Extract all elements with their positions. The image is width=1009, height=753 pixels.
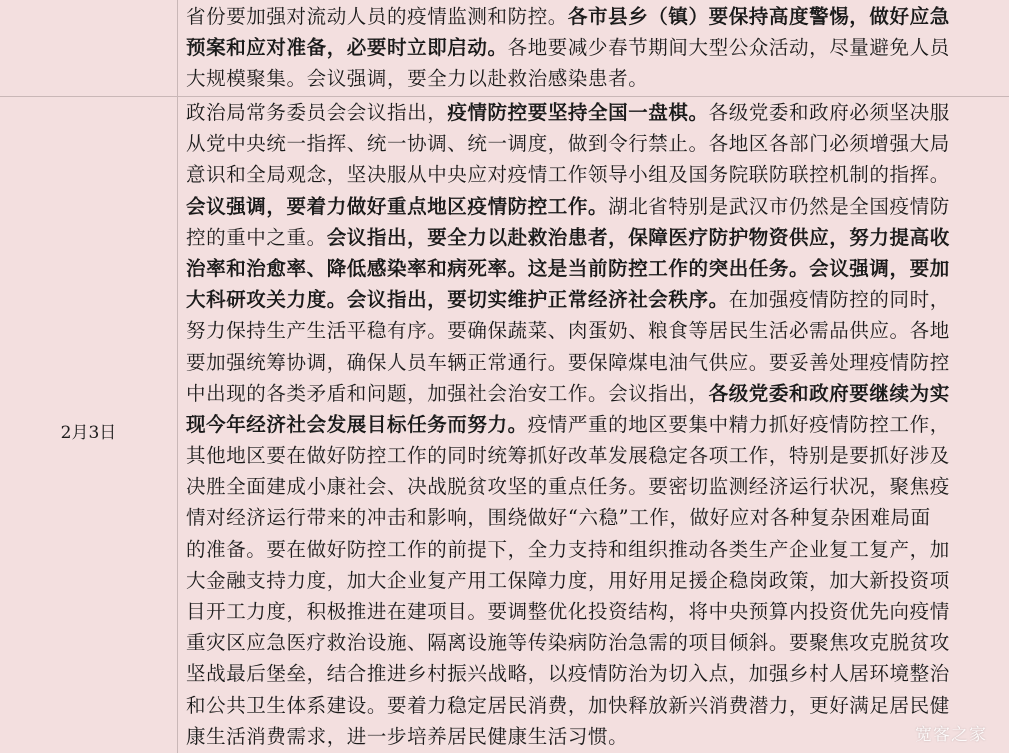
bold-text-run: 现今年经济社会发展目标任务而努力。 (186, 412, 528, 436)
table-row (0, 0, 1009, 96)
text-line (186, 284, 993, 315)
text-run: 湖北省特别是武汉市仍然是全国疫情防 (608, 194, 950, 218)
bold-text-run: 各市县乡（镇）要保持高度警惕，做好应急 (567, 5, 950, 28)
text-line (186, 222, 993, 253)
bold-text-run: 治率和治愈率、降低感染率和病死率。这是当前防控工作的突出任务。会议强调，要加 (186, 256, 950, 280)
text-line (186, 128, 993, 159)
text-line (186, 409, 993, 440)
text-line (186, 32, 993, 63)
text-run: 控的重中之重。 (186, 225, 327, 249)
text-run: 在加强疫情防控的同时， (728, 288, 950, 312)
text-run: 大规模聚集。会议强调，要全力以赴救治感染患者。 (186, 67, 649, 91)
bold-text-run: 疫情防控要坚持全国一盘棋。 (447, 101, 709, 124)
text-run: 省份要加强对流动人员的疫情监测和防控。 (186, 5, 568, 28)
text-line (186, 315, 993, 346)
text-line (186, 378, 993, 409)
date-label: 2月3日 (60, 422, 117, 443)
text-run: 努力保持生产生活平稳有序。要确保蔬菜、肉蛋奶、粮食等居民生活必需品供应。各地 (186, 319, 950, 343)
text-line (186, 159, 993, 190)
text-run: 康生活消费需求，进一步培养居民健康生活习惯。 (186, 724, 629, 748)
text-line (186, 97, 993, 128)
event-text-cell (178, 0, 1009, 96)
date-cell (0, 0, 178, 96)
text-run: 目开工力度，积极推进在建项目。要调整优化投资结构，将中央预算内投资优先向疫情 (186, 600, 950, 623)
text-line (186, 627, 993, 658)
text-line (186, 440, 993, 471)
date-cell (0, 97, 178, 753)
text-run: 决胜全面建成小康社会、决战脱贫攻坚的重点任务。要密切监测经济运行状况，聚焦疫 (186, 475, 950, 499)
text-run: 的准备。要在做好防控工作的前提下，全力支持和组织推动各类生产企业复工复产，加 (186, 537, 950, 561)
text-line (186, 690, 993, 721)
text-line (186, 721, 993, 752)
text-line (186, 1, 993, 32)
bold-text-run: 大科研攻关力度。会议指出，要切实维护正常经济社会秩序。 (186, 288, 729, 312)
text-line (186, 565, 993, 596)
text-run: 要加强统筹协调，确保人员车辆正常通行。要保障煤电油气供应。要妥善处理疫情防控 (186, 350, 950, 374)
text-run: 政治局常务委员会会议指出， (186, 101, 448, 124)
text-run: 重灾区应急医疗救治设施、隔离设施等传染病防治急需的项目倾斜。要聚焦攻克脱贫攻 (186, 631, 950, 655)
bold-text-run: 会议指出，要全力以赴救治患者，保障医疗防护物资供应，努力提高收 (326, 225, 950, 249)
text-line (186, 658, 993, 689)
text-run: 情对经济运行带来的冲击和影响，围绕做好“六稳”工作，做好应对各种复杂困难局面 (186, 506, 931, 530)
text-run: 意识和全局观念，坚决服从中央应对疫情工作领导小组及国务院联防联控机制的指挥。 (186, 163, 950, 187)
text-run: 中出现的各类矛盾和问题，加强社会治安工作。会议指出， (186, 381, 709, 405)
text-run: 从党中央统一指挥、统一协调、统一调度，做到令行禁止。各地区各部门必须增强大局 (186, 132, 950, 156)
text-run: 和公共卫生体系建设。要着力稳定居民消费，加快释放新兴消费潜力，更好满足居民健 (186, 693, 950, 717)
table-row (0, 96, 1009, 753)
text-line (186, 596, 993, 627)
watermark: 宽客之家 (915, 725, 987, 745)
event-text-cell (178, 97, 1009, 753)
text-line (186, 347, 993, 378)
text-run: 其他地区要在做好防控工作的同时统筹抓好改革发展稳定各项工作，特别是要抓好涉及 (186, 444, 950, 468)
text-run: 各地要减少春节期间大型公众活动，尽量避免人员 (507, 36, 950, 60)
text-run: 疫情严重的地区要集中精力抓好疫情防控工作， (527, 412, 950, 436)
text-line (186, 191, 993, 222)
text-line (186, 63, 993, 94)
text-run: 坚战最后堡垒，结合推进乡村振兴战略，以疫情防治为切入点，加强乡村人居环境整治 (186, 662, 950, 686)
bold-text-run: 预案和应对准备，必要时立即启动。 (186, 36, 508, 60)
bold-text-run: 会议强调，要着力做好重点地区疫情防控工作。 (186, 194, 609, 218)
text-line (186, 534, 993, 565)
text-run: 大金融支持力度，加大企业复产用工保障力度，用好用足援企稳岗政策，加大新投资项 (186, 568, 950, 592)
bold-text-run: 各级党委和政府要继续为实 (708, 381, 950, 405)
text-line (186, 502, 993, 533)
text-line (186, 471, 993, 502)
text-run: 各级党委和政府必须坚决服 (708, 101, 950, 124)
text-line (186, 253, 993, 284)
